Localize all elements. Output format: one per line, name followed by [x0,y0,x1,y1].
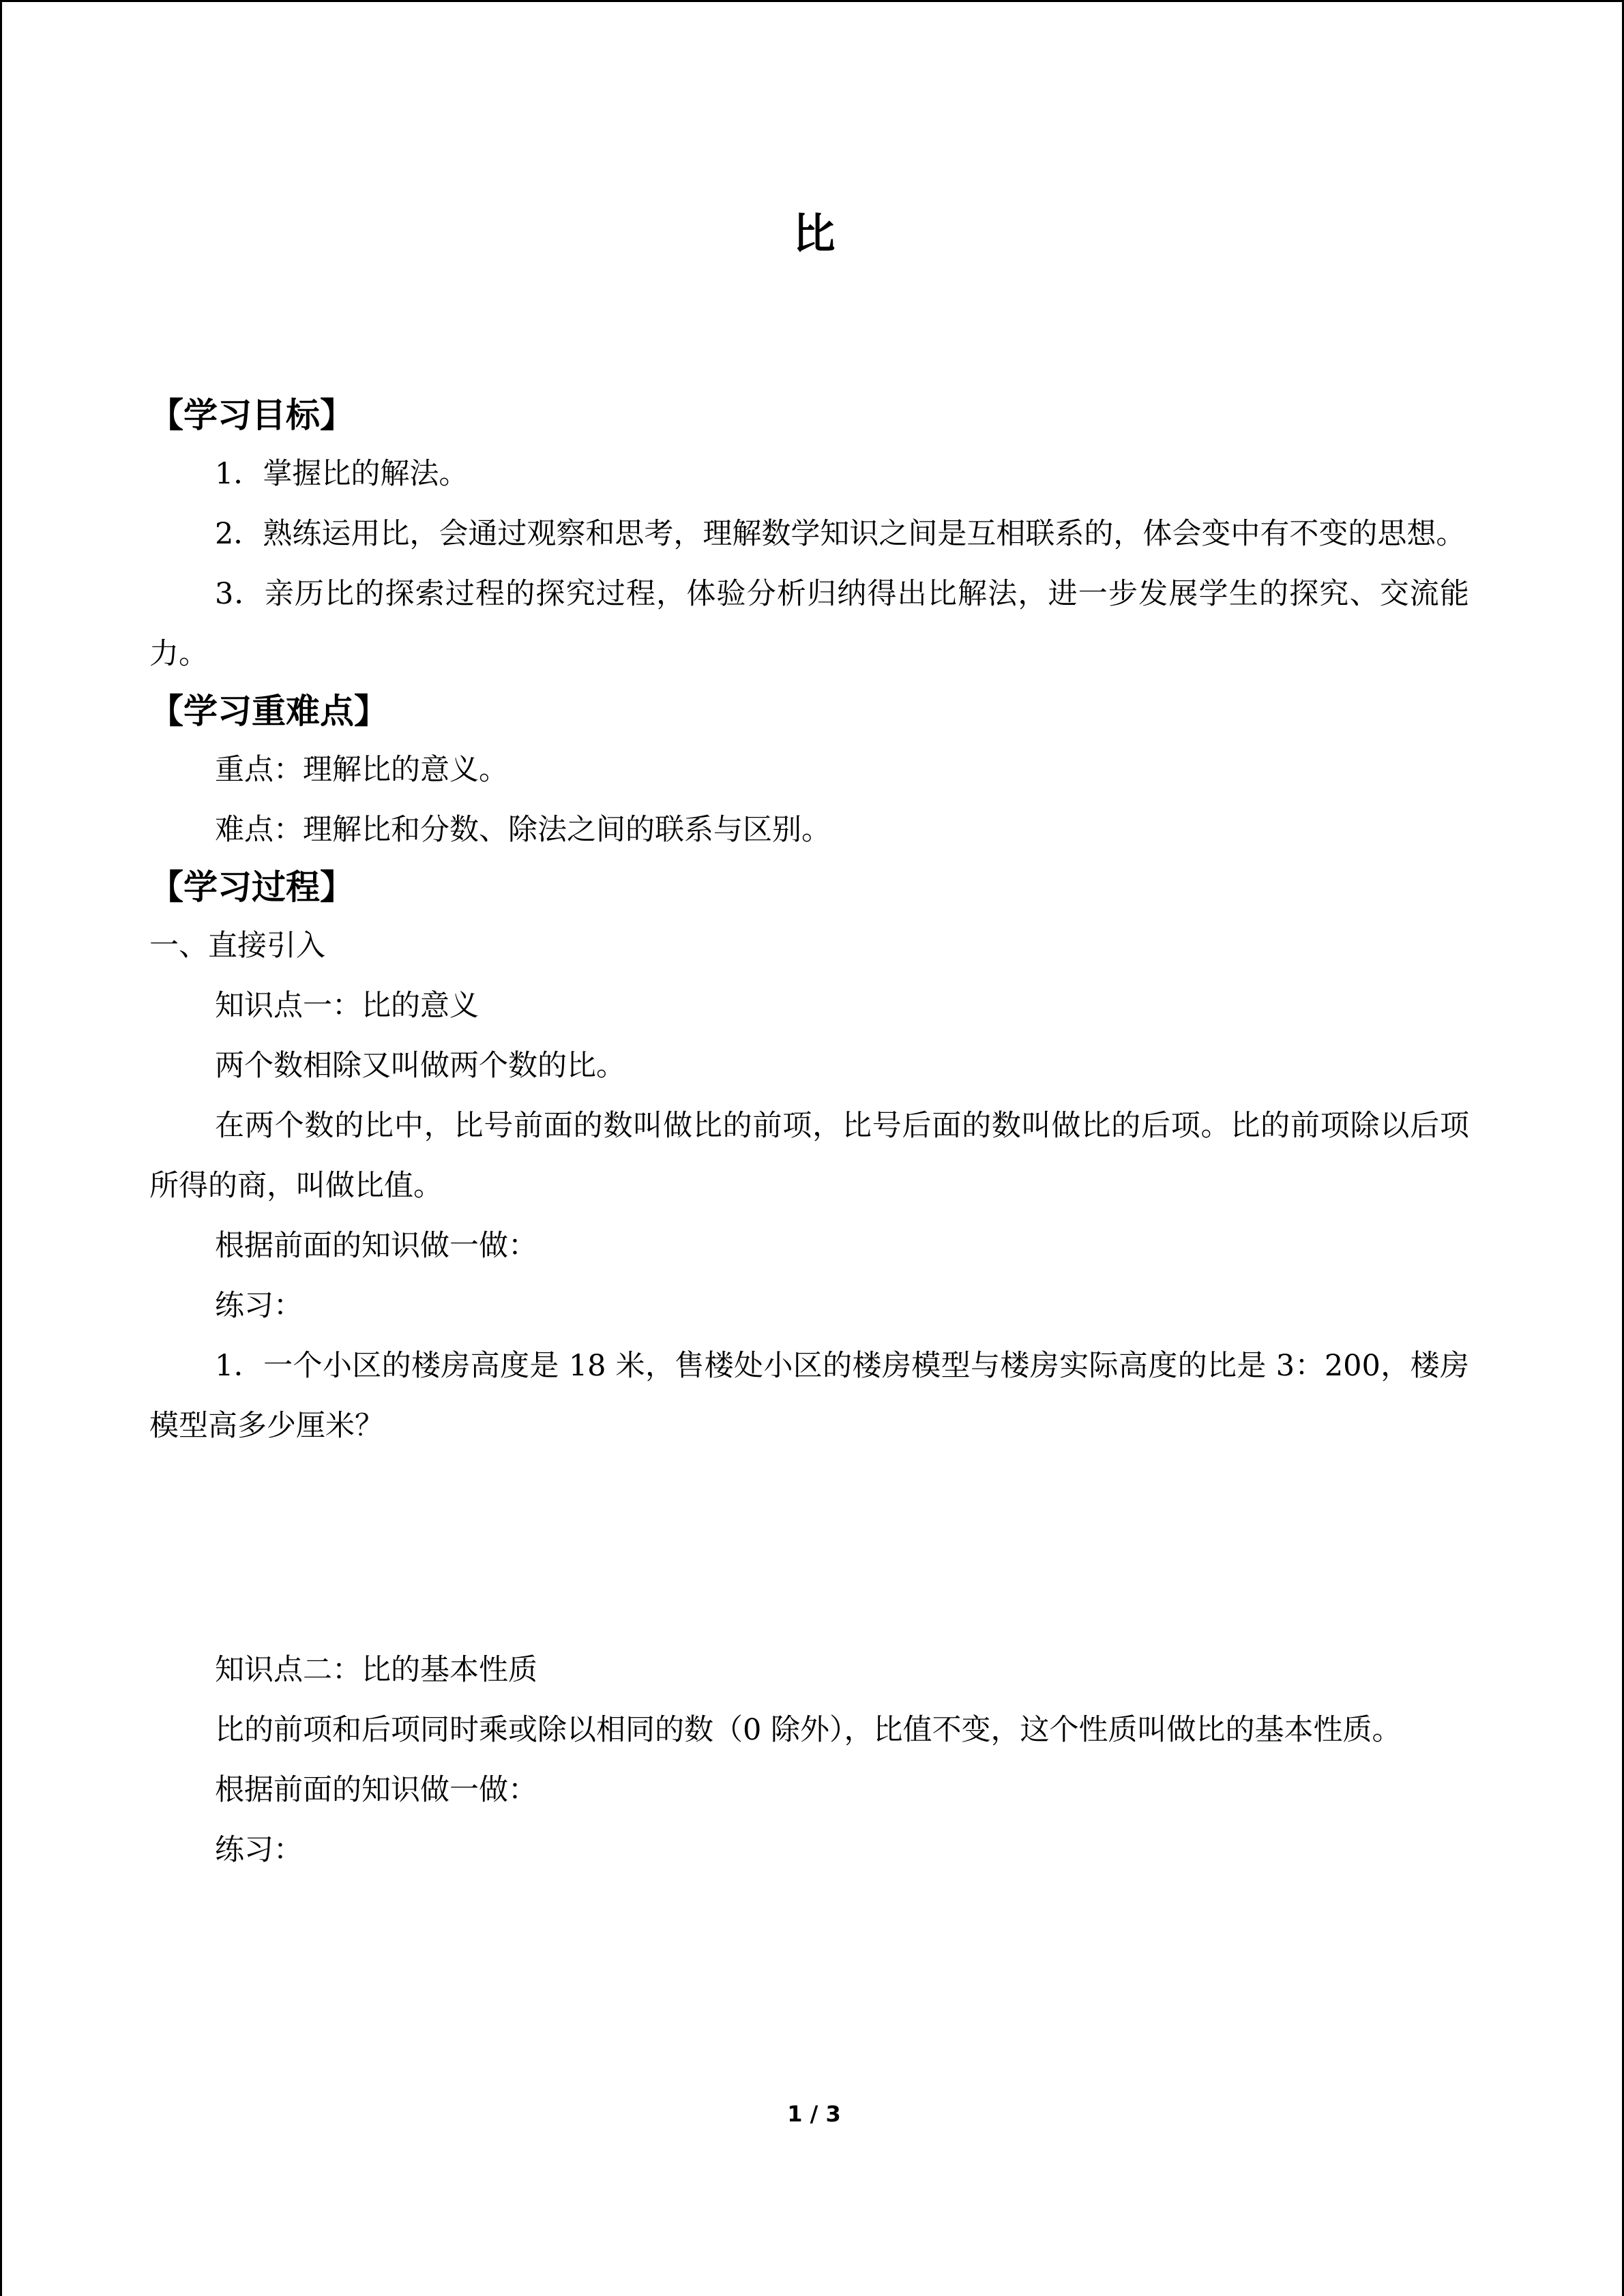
paragraph: 练习： [215,1833,303,1867]
section-heading-process: 【学习过程】 [149,867,354,907]
paragraph: 根据前面的知识做一做： [215,1229,537,1263]
knowledge-point-title: 知识点一：比的意义 [215,989,479,1023]
knowledge-point-title: 知识点二：比的基本性质 [215,1653,537,1687]
paragraph: 根据前面的知识做一做： [215,1773,537,1807]
exercise-item: 1．一个小区的楼房高度是 18 米，售楼处小区的楼房模型与楼房实际高度的比是 3：200，楼房模型高多少厘米？ [149,1349,1469,1443]
paragraph: 两个数相除又叫做两个数的比。 [215,1049,625,1083]
page-number: 1 / 3 [787,2101,841,2127]
process-intro: 一、直接引入 [149,929,325,963]
keypoint-item: 难点：理解比和分数、除法之间的联系与区别。 [215,813,831,847]
keypoint-item: 重点：理解比的意义。 [215,753,508,787]
section-heading-keypoints: 【学习重难点】 [149,691,388,731]
goal-item: 1．掌握比的解法。 [215,457,469,491]
paragraph: 在两个数的比中，比号前面的数叫做比的前项，比号后面的数叫做比的后项。比的前项除以后项所得的商，叫做比值。 [149,1109,1469,1203]
paragraph: 练习： [215,1289,303,1323]
answer-space [149,1456,1469,1640]
goal-item: 3．亲历比的探索过程的探究过程，体验分析归纳得出比解法，进一步发展学生的探究、交流能力。 [149,577,1469,671]
goal-item: 2．熟练运用比，会通过观察和思考，理解数学知识之间是互相联系的，体会变中有不变的思想。 [215,517,1466,551]
page-title: 比 [793,209,836,258]
document-body [149,388,1469,1880]
section-heading-goals: 【学习目标】 [149,396,354,435]
paragraph: 比的前项和后项同时乘或除以相同的数（0 除外），比值不变，这个性质叫做比的基本性质。 [215,1713,1402,1747]
